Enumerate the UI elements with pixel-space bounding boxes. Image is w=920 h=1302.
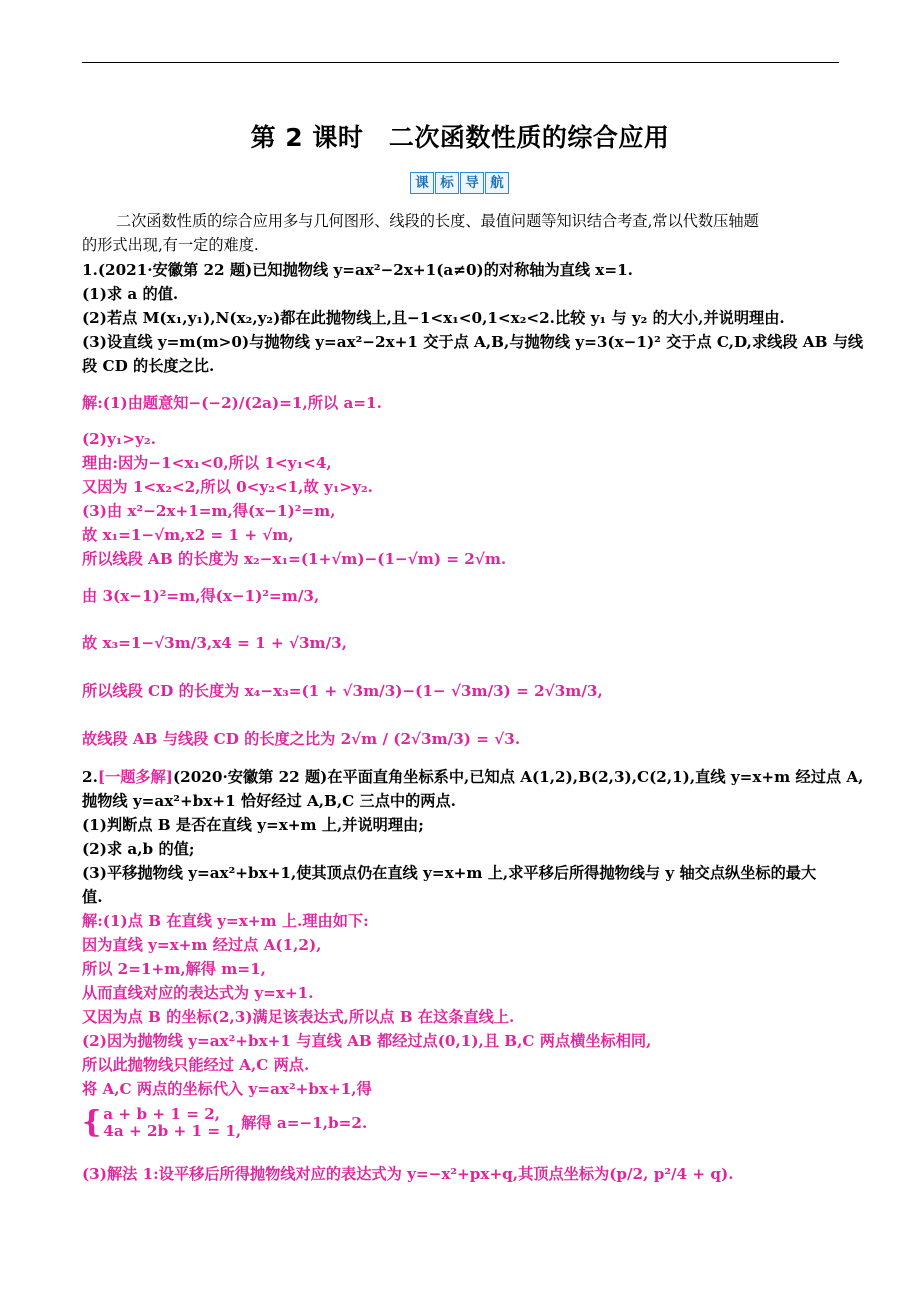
q1-solution-9: 故 x₃=1−√3m/3,x4 = 1 + √3m/3, (82, 634, 348, 652)
section-badge (410, 172, 510, 194)
brace-icon: { (82, 1105, 102, 1140)
badge-char: 课 (410, 172, 434, 194)
q2-part2: (2)求 a,b 的值; (82, 840, 195, 858)
badge-char: 航 (485, 172, 509, 194)
q1-solution-6: 故 x₁=1−√m,x2 = 1 + √m, (82, 526, 294, 544)
q2-stem-line2: 抛物线 y=ax²+bx+1 恰好经过 A,B,C 三点中的两点. (82, 792, 456, 810)
q2-stem-line1 (82, 766, 863, 788)
q2-solution-2: 因为直线 y=x+m 经过点 A(1,2), (82, 936, 322, 954)
q1-solution-7: 所以线段 AB 的长度为 x₂−x₁=(1+√m)−(1−√m) = 2√m. (82, 550, 507, 568)
q2-part3-line1: (3)平移抛物线 y=ax²+bx+1,使其顶点仍在直线 y=x+m 上,求平移后所得抛物线与 y 轴交点纵坐标的最大 (82, 864, 817, 882)
q1-solution-1: 解:(1)由题意知−(−2)/(2a)=1,所以 a=1. (82, 394, 382, 412)
q2-solution-5: 又因为点 B 的坐标(2,3)满足该表达式,所以点 B 在这条直线上. (82, 1008, 515, 1026)
q1-solution-2: (2)y₁>y₂. (82, 430, 156, 448)
system-result: 解得 a=−1,b=2. (241, 1114, 368, 1132)
q1-solution-11: 故线段 AB 与线段 CD 的长度之比为 2√m / (2√3m/3) = √3. (82, 730, 521, 748)
header-rule (82, 62, 839, 63)
q2-tag: [一题多解] (97, 768, 173, 786)
q2-part1: (1)判断点 B 是否在直线 y=x+m 上,并说明理由; (82, 816, 424, 834)
q2-solution-10: (3)解法 1:设平移后所得抛物线对应的表达式为 y=−x²+px+q,其顶点坐标为(p/2, p²/4 + q). (82, 1165, 734, 1183)
q2-solution-1: 解:(1)点 B 在直线 y=x+m 上.理由如下: (82, 912, 369, 930)
intro-line-1: 二次函数性质的综合应用多与几何图形、线段的长度、最值问题等知识结合考查,常以代数压轴题 (116, 212, 759, 230)
q1-stem: 1.(2021·安徽第 22 题)已知抛物线 y=ax²−2x+1(a≠0)的对称轴为直线 x=1. (82, 261, 633, 279)
q1-part1: (1)求 a 的值. (82, 285, 179, 303)
q1-part2: (2)若点 M(x₁,y₁),N(x₂,y₂)都在此抛物线上,且−1<x₁<0,1<x₂<2.比较 y₁ 与 y₂ 的大小,并说明理由. (82, 309, 785, 327)
q2-solution-3: 所以 2=1+m,解得 m=1, (82, 960, 266, 978)
q2-solution-7: 所以此抛物线只能经过 A,C 两点. (82, 1056, 310, 1074)
q1-part3-line1: (3)设直线 y=m(m>0)与抛物线 y=ax²−2x+1 交于点 A,B,与抛物线 y=3(x−1)² 交于点 C,D,求线段 AB 与线 (82, 333, 864, 351)
system-eq-1: a + b + 1 = 2, (103, 1105, 221, 1123)
page-title: 第 2 课时 二次函数性质的综合应用 (250, 123, 670, 152)
q1-solution-4: 又因为 1<x₂<2,所以 0<y₂<1,故 y₁>y₂. (82, 478, 373, 496)
q2-solution-4: 从而直线对应的表达式为 y=x+1. (82, 984, 314, 1002)
system-eq-2: 4a + 2b + 1 = 1, (103, 1122, 242, 1140)
q1-solution-10: 所以线段 CD 的长度为 x₄−x₃=(1 + √3m/3)−(1− √3m/3) = 2√3m/3, (82, 682, 603, 700)
q1-solution-3: 理由:因为−1<x₁<0,所以 1<y₁<4, (82, 454, 332, 472)
badge-char: 导 (460, 172, 484, 194)
q2-stem-text: (2020·安徽第 22 题)在平面直角坐标系中,已知点 A(1,2),B(2,3),C(2,1),直线 y=x+m 经过点 A, (172, 768, 864, 786)
q2-part3-line2: 值. (82, 888, 103, 906)
q2-equation-system (82, 1106, 367, 1140)
q2-solution-8: 将 A,C 两点的坐标代入 y=ax²+bx+1,得 (82, 1080, 372, 1098)
q1-solution-5: (3)由 x²−2x+1=m,得(x−1)²=m, (82, 502, 336, 520)
q1-part3-line2: 段 CD 的长度之比. (82, 357, 215, 375)
q2-solution-6: (2)因为抛物线 y=ax²+bx+1 与直线 AB 都经过点(0,1),且 B,C 两点横坐标相同, (82, 1032, 652, 1050)
badge-char: 标 (435, 172, 459, 194)
q1-solution-8: 由 3(x−1)²=m,得(x−1)²=m/3, (82, 587, 320, 605)
intro-line-2: 的形式出现,有一定的难度. (82, 236, 259, 254)
q2-number: 2. (82, 768, 98, 786)
